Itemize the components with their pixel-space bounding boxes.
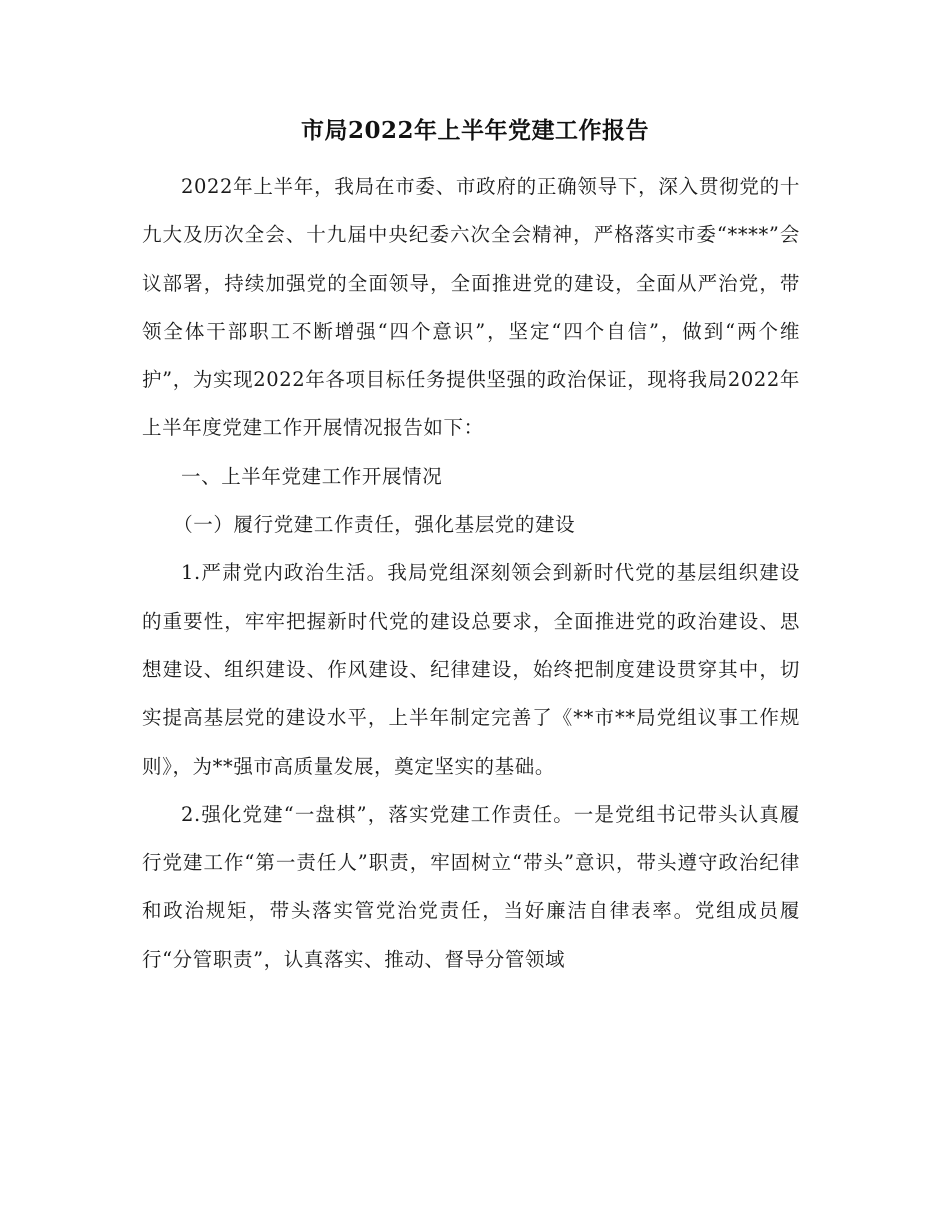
intro-paragraph: 2022年上半年，我局在市委、市政府的正确领导下，深入贯彻党的十九大及历次全会、十九届中央纪委六次全会精神，严格落实市委“****”会议部署，持续加强党的全面领导，全面推进党的建设，全面从严治党，带领全体干部职工不断增强“四个意识”，坚定“四个自信”，做到“两个维护”，为实现2022年各项目标任务提供坚强的政治保证，现将我局2022年上半年度党建工作开展情况报告如下： (142, 175, 800, 440)
body-paragraph: 1.严肃党内政治生活。我局党组深刻领会到新时代党的基层组织建设的重要性，牢牢把握新时代党的建设总要求，全面推进党的政治建设、思想建设、组织建设、作风建设、纪律建设，始终把制度建设贯穿其中，切实提高基层党的建设水平，上半年制定完善了《**市**局党组议事工作规则》，为**强市高质量发展，奠定坚实的基础。 (142, 561, 800, 778)
subsection-heading: （一）履行党建工作责任，强化基层党的建设 (173, 513, 576, 537)
document-body (142, 163, 800, 984)
section-heading: 一、上半年党建工作开展情况 (181, 464, 443, 488)
document-title: 市局2022年上半年党建工作报告 (300, 117, 649, 144)
body-paragraph: 2.强化党建“一盘棋”，落实党建工作责任。一是党组书记带头认真履行党建工作“第一责任人”职责，牢固树立“带头”意识，带头遵守政治纪律和政治规矩，带头落实管党治党责任，当好廉洁自律表率。党组成员履行“分管职责”，认真落实、推动、督导分管领域 (142, 802, 800, 971)
